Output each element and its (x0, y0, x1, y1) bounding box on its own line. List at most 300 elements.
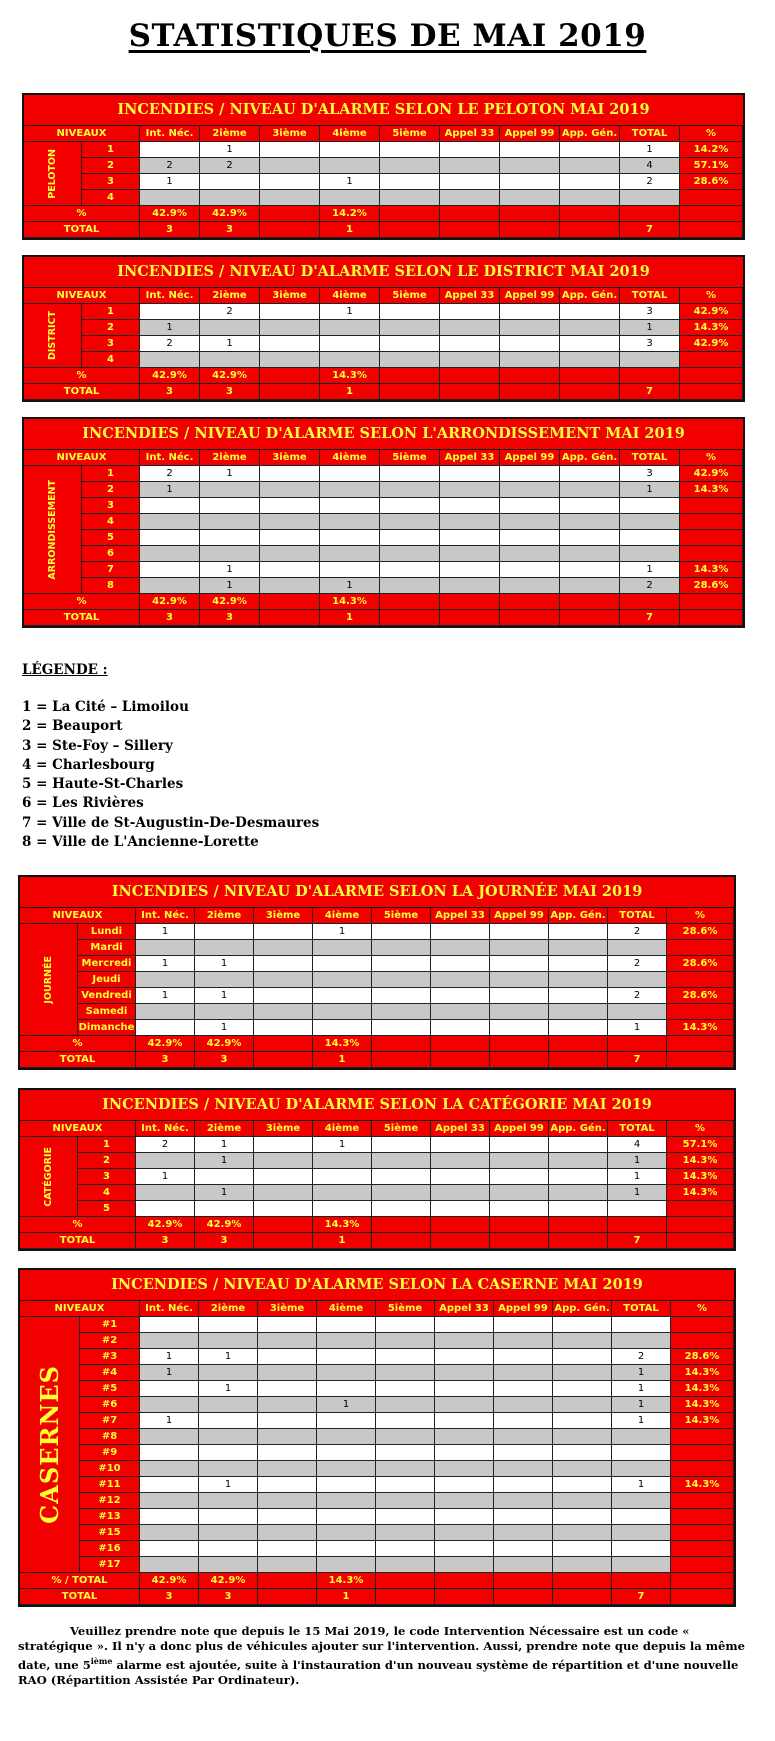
table-cell (500, 158, 560, 174)
footnote-superscript: ième (90, 1656, 113, 1666)
summary-cell (440, 610, 500, 626)
summary-cell (254, 1233, 313, 1249)
table-cell (435, 1525, 494, 1541)
percent-cell (671, 1461, 734, 1477)
column-header: 2ième (200, 450, 260, 466)
table-cell: 1 (313, 924, 372, 940)
table-cell (553, 1461, 612, 1477)
summary-percent (680, 222, 743, 238)
table-cell (431, 1004, 490, 1020)
column-header: Int. Néc. (140, 126, 200, 142)
summary-total: 7 (608, 1052, 667, 1068)
summary-cell (560, 368, 620, 384)
table-journee (18, 875, 736, 1070)
table-cell (560, 158, 620, 174)
summary-cell (549, 1233, 608, 1249)
summary-cell: 14.3% (317, 1573, 376, 1589)
table-cell (490, 1153, 549, 1169)
table-cell (380, 158, 440, 174)
table-cell (199, 1493, 258, 1509)
table-cell (258, 1445, 317, 1461)
summary-percent (667, 1052, 734, 1068)
table-cell (140, 1381, 199, 1397)
summary-cell (372, 1233, 431, 1249)
table-cell (260, 482, 320, 498)
column-header: % (680, 288, 743, 304)
group-label-text: CASERNES (35, 1365, 64, 1524)
table-cell (490, 972, 549, 988)
row-label: 1 (82, 304, 140, 320)
table-categorie (18, 1088, 736, 1251)
table-cell (317, 1541, 376, 1557)
table-cell (372, 1137, 431, 1153)
total-cell (612, 1429, 671, 1445)
table-cell (380, 466, 440, 482)
column-header: 4ième (313, 908, 372, 924)
total-cell (620, 546, 680, 562)
summary-cell (380, 206, 440, 222)
table-cell (553, 1477, 612, 1493)
table-cell (372, 1153, 431, 1169)
column-header: 4ième (320, 126, 380, 142)
table-cell (313, 1020, 372, 1036)
summary-cell: 3 (200, 222, 260, 238)
percent-cell (667, 972, 734, 988)
row-label: 8 (82, 578, 140, 594)
table-cell (258, 1317, 317, 1333)
table-cell (549, 940, 608, 956)
summary-cell (435, 1589, 494, 1605)
table-cell (313, 1153, 372, 1169)
summary-cell (490, 1217, 549, 1233)
table-cell (553, 1445, 612, 1461)
table-cell (200, 514, 260, 530)
row-label: Mercredi (78, 956, 136, 972)
column-header: NIVEAUX (24, 450, 140, 466)
table-cell (376, 1429, 435, 1445)
table-cell (320, 352, 380, 368)
row-label: 5 (78, 1201, 136, 1217)
table-cell (494, 1541, 553, 1557)
footnote-text-end: alarme est ajoutée, suite à l'instauration d'un nouveau système de répartition et d'une nouvelle RAO (Répartition Assistée Par Ordinateur). (18, 1657, 739, 1687)
row-label: #8 (80, 1429, 140, 1445)
table-cell (431, 1185, 490, 1201)
column-header: App. Gén. (549, 1121, 608, 1137)
column-header: % (680, 450, 743, 466)
summary-cell: 14.3% (313, 1217, 372, 1233)
table-cell (376, 1445, 435, 1461)
total-cell (620, 514, 680, 530)
table-cell (553, 1493, 612, 1509)
summary-cell (553, 1573, 612, 1589)
table-cell (254, 1153, 313, 1169)
table-cell (431, 940, 490, 956)
total-cell (620, 190, 680, 206)
column-header: 2ième (200, 126, 260, 142)
percent-cell (671, 1429, 734, 1445)
total-row-label: TOTAL (20, 1233, 136, 1249)
table-cell (258, 1509, 317, 1525)
table-district (22, 255, 745, 402)
table-cell (260, 498, 320, 514)
percent-cell (680, 498, 743, 514)
table-cell (254, 988, 313, 1004)
table-cell (258, 1381, 317, 1397)
table-cell (560, 466, 620, 482)
table-cell: 1 (140, 1413, 199, 1429)
column-header: 5ième (380, 126, 440, 142)
summary-total (608, 1036, 667, 1052)
table-cell (553, 1397, 612, 1413)
summary-cell (258, 1589, 317, 1605)
table-cell (500, 190, 560, 206)
column-header: Appel 99 (494, 1301, 553, 1317)
percent-cell (667, 940, 734, 956)
column-header: Appel 99 (490, 1121, 549, 1137)
table-cell (140, 530, 200, 546)
column-header: 5ième (372, 908, 431, 924)
table-cell (320, 142, 380, 158)
table-cell (140, 1477, 199, 1493)
column-header: Int. Néc. (140, 288, 200, 304)
total-row-label: TOTAL (20, 1052, 136, 1068)
table-cell (490, 956, 549, 972)
summary-cell: 3 (140, 610, 200, 626)
table-cell: 1 (199, 1381, 258, 1397)
row-label: 2 (82, 158, 140, 174)
summary-cell: 14.3% (313, 1036, 372, 1052)
table-cell (199, 1397, 258, 1413)
summary-cell (372, 1217, 431, 1233)
row-label: 1 (82, 142, 140, 158)
summary-percent (680, 206, 743, 222)
table-cell (500, 498, 560, 514)
table-cell (500, 562, 560, 578)
table-cell (200, 482, 260, 498)
table-cell: 2 (140, 158, 200, 174)
table-cell: 1 (200, 466, 260, 482)
table-cell (320, 514, 380, 530)
table-grid (20, 908, 734, 1068)
table-cell (372, 1169, 431, 1185)
table-title: INCENDIES / NIVEAU D'ALARME SELON LE DISTRICT MAI 2019 (24, 257, 743, 288)
summary-cell (560, 610, 620, 626)
summary-cell (260, 368, 320, 384)
table-cell (376, 1365, 435, 1381)
legend-item: 4 = Charlesbourg (22, 756, 155, 773)
total-cell (612, 1317, 671, 1333)
row-label: 2 (78, 1153, 136, 1169)
column-header: 3ième (254, 1121, 313, 1137)
column-header: 4ième (320, 288, 380, 304)
column-header: App. Gén. (560, 288, 620, 304)
table-cell: 1 (313, 1137, 372, 1153)
table-cell (560, 546, 620, 562)
summary-cell (553, 1589, 612, 1605)
total-cell: 3 (620, 466, 680, 482)
table-cell (376, 1381, 435, 1397)
table-cell (380, 352, 440, 368)
summary-cell (376, 1573, 435, 1589)
total-cell (612, 1525, 671, 1541)
summary-cell (440, 206, 500, 222)
table-cell (258, 1477, 317, 1493)
group-label (20, 924, 78, 1036)
column-header: NIVEAUX (24, 288, 140, 304)
table-cell (494, 1461, 553, 1477)
row-label: 2 (82, 320, 140, 336)
table-cell (320, 190, 380, 206)
total-cell (612, 1333, 671, 1349)
legend-item: 1 = La Cité – Limoilou (22, 699, 189, 715)
table-cell (500, 320, 560, 336)
group-label (24, 466, 82, 594)
table-peloton (22, 93, 745, 240)
summary-total: 7 (620, 610, 680, 626)
percent-cell: 14.2% (680, 142, 743, 158)
column-header: Appel 33 (440, 126, 500, 142)
row-label: 3 (82, 498, 140, 514)
table-grid (24, 450, 743, 626)
table-cell (258, 1493, 317, 1509)
column-header: % (667, 1121, 734, 1137)
table-cell (376, 1413, 435, 1429)
column-header: Appel 33 (440, 450, 500, 466)
table-cell (372, 956, 431, 972)
table-cell (200, 530, 260, 546)
table-cell: 1 (140, 174, 200, 190)
table-cell (320, 562, 380, 578)
table-cell (560, 336, 620, 352)
table-cell (380, 304, 440, 320)
summary-cell (260, 222, 320, 238)
percent-row-label: % (24, 594, 140, 610)
summary-cell: 1 (320, 222, 380, 238)
legend-item: 5 = Haute-St-Charles (22, 776, 184, 793)
percent-cell: 14.3% (671, 1477, 734, 1493)
table-cell (136, 1153, 195, 1169)
summary-cell: 42.9% (140, 368, 200, 384)
summary-cell (254, 1052, 313, 1068)
table-cell (199, 1333, 258, 1349)
total-cell: 3 (620, 304, 680, 320)
table-cell (549, 1137, 608, 1153)
table-cell (376, 1317, 435, 1333)
table-cell (560, 190, 620, 206)
table-arrondissement (22, 417, 745, 628)
table-cell (140, 1557, 199, 1573)
footnote-text: Veuillez prendre note que depuis le 15 Mai 2019, le code Intervention Nécessaire est un code « stratégique ». Il n'y a donc plus de véhicules ajouter sur l'intervention. Aussi, prendre note que depuis la même date, une 5 (18, 1624, 746, 1672)
column-header: Int. Néc. (140, 1301, 199, 1317)
table-cell (494, 1429, 553, 1445)
percent-cell: 28.6% (667, 924, 734, 940)
table-cell: 1 (320, 578, 380, 594)
table-cell (320, 466, 380, 482)
table-cell (549, 1153, 608, 1169)
table-cell (490, 1020, 549, 1036)
table-cell: 1 (136, 1169, 195, 1185)
table-cell (490, 1137, 549, 1153)
table-cell (376, 1477, 435, 1493)
table-cell (380, 562, 440, 578)
summary-percent (680, 594, 743, 610)
percent-row-label: % (24, 206, 140, 222)
legend-item: 7 = Ville de St-Augustin-De-Desmaures (22, 814, 320, 831)
percent-cell: 14.3% (671, 1413, 734, 1429)
percent-cell (671, 1317, 734, 1333)
table-cell (435, 1429, 494, 1445)
summary-cell (431, 1217, 490, 1233)
row-label: 5 (82, 530, 140, 546)
percent-row-label: % / TOTAL (20, 1573, 140, 1589)
summary-cell: 14.3% (320, 368, 380, 384)
table-cell (199, 1317, 258, 1333)
percent-cell: 14.3% (671, 1365, 734, 1381)
summary-cell: 42.9% (200, 594, 260, 610)
table-cell (553, 1413, 612, 1429)
table-cell (431, 988, 490, 1004)
column-header: TOTAL (620, 126, 680, 142)
table-cell: 1 (195, 1137, 254, 1153)
column-header: App. Gén. (549, 908, 608, 924)
table-cell (440, 142, 500, 158)
total-cell: 2 (608, 956, 667, 972)
percent-cell: 28.6% (680, 578, 743, 594)
table-cell (549, 972, 608, 988)
table-cell (140, 514, 200, 530)
table-cell (199, 1557, 258, 1573)
table-cell (258, 1349, 317, 1365)
row-label: #12 (80, 1493, 140, 1509)
summary-cell (431, 1233, 490, 1249)
table-cell (317, 1509, 376, 1525)
table-cell (553, 1509, 612, 1525)
summary-cell: 1 (320, 384, 380, 400)
percent-cell: 28.6% (667, 988, 734, 1004)
summary-cell: 42.9% (140, 594, 200, 610)
table-cell (313, 1201, 372, 1217)
table-cell: 1 (136, 956, 195, 972)
table-cell: 1 (136, 988, 195, 1004)
summary-cell: 14.2% (320, 206, 380, 222)
summary-cell: 1 (313, 1052, 372, 1068)
table-cell (380, 320, 440, 336)
percent-cell (667, 1201, 734, 1217)
column-header: App. Gén. (560, 450, 620, 466)
summary-cell: 3 (195, 1233, 254, 1249)
table-cell (549, 1169, 608, 1185)
percent-cell: 14.3% (667, 1020, 734, 1036)
summary-cell (560, 206, 620, 222)
total-cell: 2 (608, 988, 667, 1004)
total-row-label: TOTAL (24, 222, 140, 238)
table-cell (195, 940, 254, 956)
table-cell (372, 1185, 431, 1201)
table-cell (553, 1365, 612, 1381)
table-caserne (18, 1268, 736, 1607)
table-cell (372, 940, 431, 956)
table-cell (490, 1169, 549, 1185)
table-cell (199, 1509, 258, 1525)
summary-cell (500, 610, 560, 626)
table-grid (20, 1301, 734, 1605)
table-cell (440, 304, 500, 320)
table-cell (435, 1413, 494, 1429)
percent-cell: 28.6% (671, 1349, 734, 1365)
table-cell (494, 1413, 553, 1429)
table-cell (313, 940, 372, 956)
table-cell (140, 352, 200, 368)
table-cell: 2 (200, 158, 260, 174)
row-label: 1 (82, 466, 140, 482)
table-cell (313, 972, 372, 988)
total-cell: 1 (612, 1413, 671, 1429)
summary-cell: 3 (140, 384, 200, 400)
table-cell (140, 1397, 199, 1413)
summary-cell (560, 384, 620, 400)
summary-cell (440, 384, 500, 400)
table-cell (380, 498, 440, 514)
table-cell (320, 320, 380, 336)
table-cell (199, 1413, 258, 1429)
legend-item: 3 = Ste-Foy – Sillery (22, 737, 173, 754)
table-cell (440, 174, 500, 190)
table-cell (500, 336, 560, 352)
column-header: NIVEAUX (20, 908, 136, 924)
table-cell (258, 1333, 317, 1349)
table-cell (431, 924, 490, 940)
summary-cell: 3 (200, 610, 260, 626)
row-label: 3 (82, 174, 140, 190)
row-label: 6 (82, 546, 140, 562)
table-cell (140, 498, 200, 514)
table-cell (254, 1185, 313, 1201)
row-label: Lundi (78, 924, 136, 940)
total-cell: 1 (612, 1381, 671, 1397)
summary-total (620, 368, 680, 384)
summary-cell (260, 384, 320, 400)
table-cell: 1 (199, 1349, 258, 1365)
table-cell (260, 190, 320, 206)
percent-row-label: % (20, 1036, 136, 1052)
total-cell: 1 (612, 1477, 671, 1493)
column-header: NIVEAUX (24, 126, 140, 142)
table-cell (200, 190, 260, 206)
summary-percent (667, 1217, 734, 1233)
table-cell (260, 158, 320, 174)
table-cell (431, 1137, 490, 1153)
table-cell (140, 562, 200, 578)
total-cell: 1 (612, 1397, 671, 1413)
row-label: #16 (80, 1541, 140, 1557)
table-cell (376, 1541, 435, 1557)
total-cell: 4 (620, 158, 680, 174)
total-cell: 1 (620, 320, 680, 336)
row-label: #2 (80, 1333, 140, 1349)
summary-cell: 3 (140, 1589, 199, 1605)
summary-total: 7 (608, 1233, 667, 1249)
percent-cell (680, 352, 743, 368)
table-cell (553, 1525, 612, 1541)
summary-cell (500, 206, 560, 222)
table-cell (136, 1201, 195, 1217)
table-cell (136, 940, 195, 956)
table-cell (553, 1429, 612, 1445)
group-label-text: CATÉGORIE (43, 1146, 54, 1207)
total-cell: 1 (608, 1153, 667, 1169)
total-cell (612, 1557, 671, 1573)
table-cell (140, 1541, 199, 1557)
